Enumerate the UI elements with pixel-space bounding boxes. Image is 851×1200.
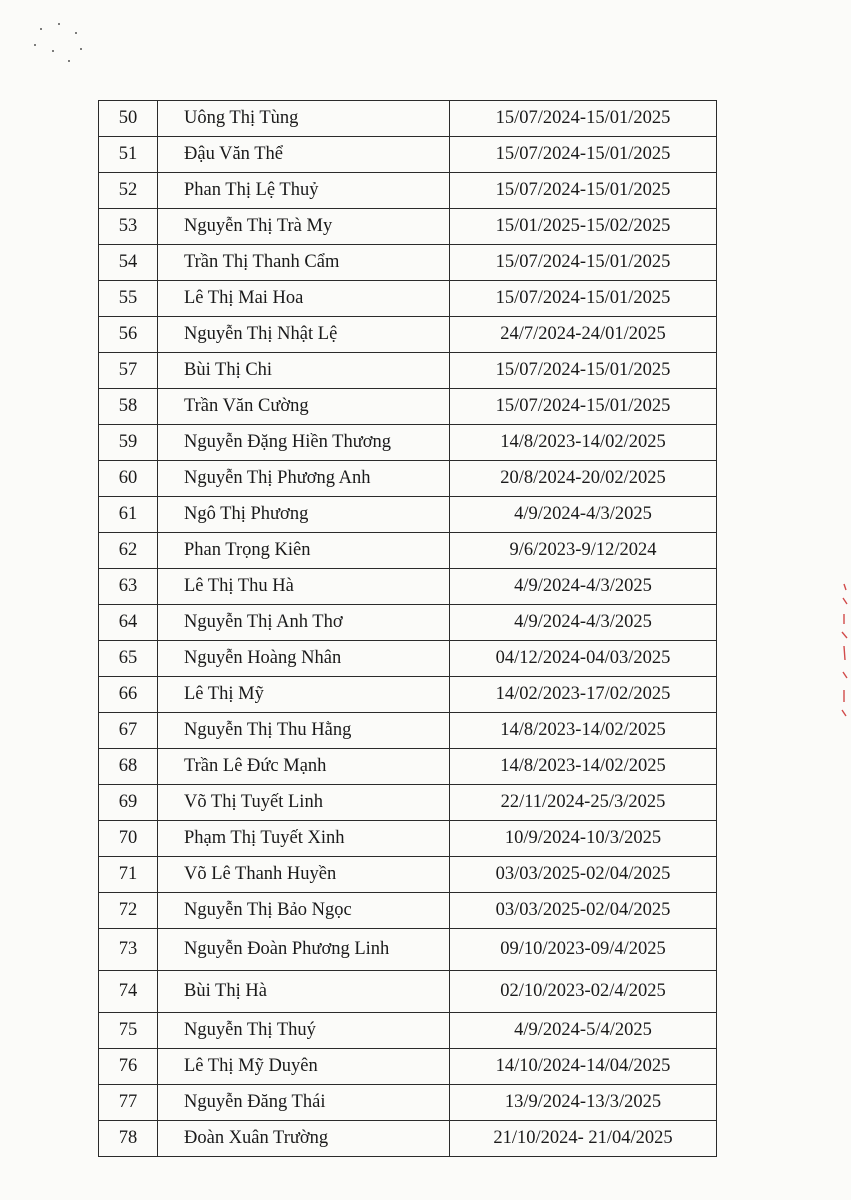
date-range: 09/10/2023-09/4/2025 (450, 929, 717, 971)
margin-stamp-mark (838, 580, 850, 720)
table-row (99, 857, 717, 893)
row-number: 58 (99, 389, 158, 425)
date-range: 21/10/2024- 21/04/2025 (450, 1121, 717, 1157)
date-range: 15/07/2024-15/01/2025 (450, 173, 717, 209)
person-name: Nguyễn Thị Phương Anh (158, 461, 450, 497)
table-row (99, 893, 717, 929)
person-name: Bùi Thị Chi (158, 353, 450, 389)
row-number: 70 (99, 821, 158, 857)
table-row (99, 971, 717, 1013)
person-name: Nguyễn Đăng Thái (158, 1085, 450, 1121)
row-number: 78 (99, 1121, 158, 1157)
row-number: 77 (99, 1085, 158, 1121)
row-number: 57 (99, 353, 158, 389)
table-row (99, 389, 717, 425)
date-range: 10/9/2024-10/3/2025 (450, 821, 717, 857)
table-row (99, 101, 717, 137)
date-range: 15/01/2025-15/02/2025 (450, 209, 717, 245)
person-name: Võ Thị Tuyết Linh (158, 785, 450, 821)
person-name: Ngô Thị Phương (158, 497, 450, 533)
table-row (99, 245, 717, 281)
row-number: 52 (99, 173, 158, 209)
table-row (99, 461, 717, 497)
date-range: 4/9/2024-4/3/2025 (450, 569, 717, 605)
table-row (99, 677, 717, 713)
date-range: 02/10/2023-02/4/2025 (450, 971, 717, 1013)
row-number: 76 (99, 1049, 158, 1085)
date-range: 15/07/2024-15/01/2025 (450, 281, 717, 317)
row-number: 74 (99, 971, 158, 1013)
person-name: Phan Thị Lệ Thuỷ (158, 173, 450, 209)
person-name: Nguyễn Thị Thuý (158, 1013, 450, 1049)
date-range: 22/11/2024-25/3/2025 (450, 785, 717, 821)
row-number: 75 (99, 1013, 158, 1049)
person-name: Lê Thị Thu Hà (158, 569, 450, 605)
date-range: 20/8/2024-20/02/2025 (450, 461, 717, 497)
table-row (99, 785, 717, 821)
person-name: Lê Thị Mai Hoa (158, 281, 450, 317)
table-row (99, 317, 717, 353)
row-number: 59 (99, 425, 158, 461)
date-range: 15/07/2024-15/01/2025 (450, 101, 717, 137)
date-range: 14/8/2023-14/02/2025 (450, 749, 717, 785)
person-name: Trần Lê Đức Mạnh (158, 749, 450, 785)
person-name: Nguyễn Thị Nhật Lệ (158, 317, 450, 353)
date-range: 14/02/2023-17/02/2025 (450, 677, 717, 713)
row-number: 62 (99, 533, 158, 569)
row-number: 68 (99, 749, 158, 785)
table-row (99, 425, 717, 461)
row-number: 65 (99, 641, 158, 677)
table-row (99, 929, 717, 971)
row-number: 56 (99, 317, 158, 353)
date-range: 15/07/2024-15/01/2025 (450, 137, 717, 173)
date-range: 4/9/2024-5/4/2025 (450, 1013, 717, 1049)
table-row (99, 749, 717, 785)
person-name: Nguyễn Thị Trà My (158, 209, 450, 245)
row-number: 71 (99, 857, 158, 893)
date-range: 03/03/2025-02/04/2025 (450, 893, 717, 929)
date-range: 4/9/2024-4/3/2025 (450, 605, 717, 641)
table-row (99, 1121, 717, 1157)
date-range: 4/9/2024-4/3/2025 (450, 497, 717, 533)
person-name: Nguyễn Đoàn Phương Linh (158, 929, 450, 971)
person-name: Lê Thị Mỹ Duyên (158, 1049, 450, 1085)
table-row (99, 1013, 717, 1049)
row-number: 67 (99, 713, 158, 749)
person-name: Nguyễn Đặng Hiền Thương (158, 425, 450, 461)
table-row (99, 533, 717, 569)
row-number: 63 (99, 569, 158, 605)
date-range: 13/9/2024-13/3/2025 (450, 1085, 717, 1121)
table-row (99, 641, 717, 677)
table-row (99, 713, 717, 749)
person-name: Nguyễn Hoàng Nhân (158, 641, 450, 677)
row-number: 53 (99, 209, 158, 245)
date-range: 24/7/2024-24/01/2025 (450, 317, 717, 353)
person-name: Trần Văn Cường (158, 389, 450, 425)
date-range: 15/07/2024-15/01/2025 (450, 389, 717, 425)
person-name: Võ Lê Thanh Huyền (158, 857, 450, 893)
row-number: 50 (99, 101, 158, 137)
person-name: Trần Thị Thanh Cẩm (158, 245, 450, 281)
table-row (99, 137, 717, 173)
person-name: Lê Thị Mỹ (158, 677, 450, 713)
row-number: 66 (99, 677, 158, 713)
table-row (99, 1085, 717, 1121)
scan-specks (30, 20, 100, 70)
table-row (99, 173, 717, 209)
date-range: 14/10/2024-14/04/2025 (450, 1049, 717, 1085)
person-name: Uông Thị Tùng (158, 101, 450, 137)
row-number: 72 (99, 893, 158, 929)
table-row (99, 821, 717, 857)
row-number: 55 (99, 281, 158, 317)
person-name: Phan Trọng Kiên (158, 533, 450, 569)
date-range: 15/07/2024-15/01/2025 (450, 245, 717, 281)
row-number: 54 (99, 245, 158, 281)
person-name: Nguyễn Thị Anh Thơ (158, 605, 450, 641)
date-range: 14/8/2023-14/02/2025 (450, 713, 717, 749)
person-name: Đậu Văn Thể (158, 137, 450, 173)
table-row (99, 569, 717, 605)
row-number: 61 (99, 497, 158, 533)
person-name: Phạm Thị Tuyết Xinh (158, 821, 450, 857)
date-range: 9/6/2023-9/12/2024 (450, 533, 717, 569)
date-range: 03/03/2025-02/04/2025 (450, 857, 717, 893)
row-number: 73 (99, 929, 158, 971)
table-row (99, 209, 717, 245)
row-number: 69 (99, 785, 158, 821)
person-name: Bùi Thị Hà (158, 971, 450, 1013)
date-range: 15/07/2024-15/01/2025 (450, 353, 717, 389)
table-row (99, 353, 717, 389)
roster-table-body (99, 101, 717, 1157)
row-number: 51 (99, 137, 158, 173)
date-range: 14/8/2023-14/02/2025 (450, 425, 717, 461)
table-row (99, 1049, 717, 1085)
row-number: 64 (99, 605, 158, 641)
person-name: Nguyễn Thị Bảo Ngọc (158, 893, 450, 929)
table-row (99, 281, 717, 317)
person-name: Đoàn Xuân Trường (158, 1121, 450, 1157)
table-row (99, 497, 717, 533)
roster-table (98, 100, 717, 1157)
row-number: 60 (99, 461, 158, 497)
person-name: Nguyễn Thị Thu Hằng (158, 713, 450, 749)
table-row (99, 605, 717, 641)
date-range: 04/12/2024-04/03/2025 (450, 641, 717, 677)
